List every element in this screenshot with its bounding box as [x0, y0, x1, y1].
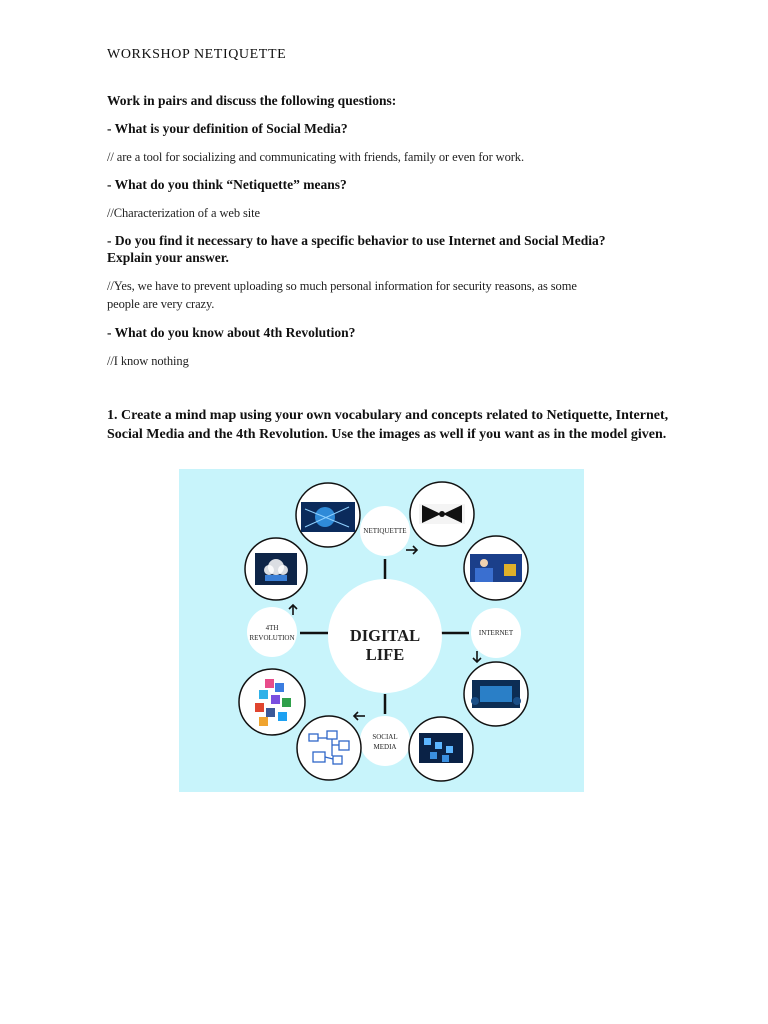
- social-label-line-2: MEDIA: [373, 743, 397, 751]
- center-label-line-1: DIGITAL: [349, 626, 421, 645]
- answer-4: //I know nothing: [107, 354, 189, 368]
- social-media-node: [360, 716, 410, 766]
- answer-3-line-1: //Yes, we have to prevent uploading so much personal information for security reasons, as some: [107, 279, 577, 293]
- question-4: - What do you know about 4th Revolution?: [107, 325, 356, 340]
- laptop-users-icon: [464, 662, 528, 726]
- task-line-1: 1. Create a mind map using your own vocabulary and concepts related to Netiquette, Internet,: [107, 408, 669, 423]
- page-title: WORKSHOP NETIQUETTE: [107, 47, 287, 62]
- answer-3-line-2: people are very crazy.: [107, 297, 215, 311]
- social-label-line-1: SOCIAL: [372, 733, 398, 741]
- question-3-line-2: Explain your answer.: [107, 250, 229, 265]
- question-1: - What is your definition of Social Media?: [107, 121, 348, 136]
- news-studio-icon: [464, 536, 528, 600]
- network-blocks-icon: [409, 717, 473, 781]
- revolution-label-line-2: REVOLUTION: [249, 634, 295, 642]
- question-2: - What do you think “Netiquette” means?: [107, 177, 347, 192]
- globe-network-icon: [296, 483, 360, 547]
- tuxedo-bowtie-icon: [410, 482, 474, 546]
- answer-2: //Characterization of a web site: [107, 206, 260, 220]
- instructions: Work in pairs and discuss the following questions:: [107, 93, 397, 108]
- question-3-line-1: - Do you find it necessary to have a specific behavior to use Internet and Social Media?: [107, 233, 606, 248]
- task-line-2: Social Media and the 4th Revolution. Use the images as well if you want as in the model given.: [107, 427, 667, 442]
- netiquette-label: NETIQUETTE: [363, 527, 407, 535]
- circuit-board-icon: [297, 716, 361, 780]
- hand-cloud-icon: [245, 538, 307, 600]
- social-apps-icon: [239, 669, 305, 735]
- internet-label: INTERNET: [478, 629, 514, 637]
- revolution-label-line-1: 4TH: [265, 624, 279, 632]
- answer-1: // are a tool for socializing and communicating with friends, family or even for work.: [107, 150, 524, 164]
- center-label-line-2: LIFE: [365, 645, 405, 664]
- revolution-node: [247, 607, 297, 657]
- mind-map: [179, 469, 584, 792]
